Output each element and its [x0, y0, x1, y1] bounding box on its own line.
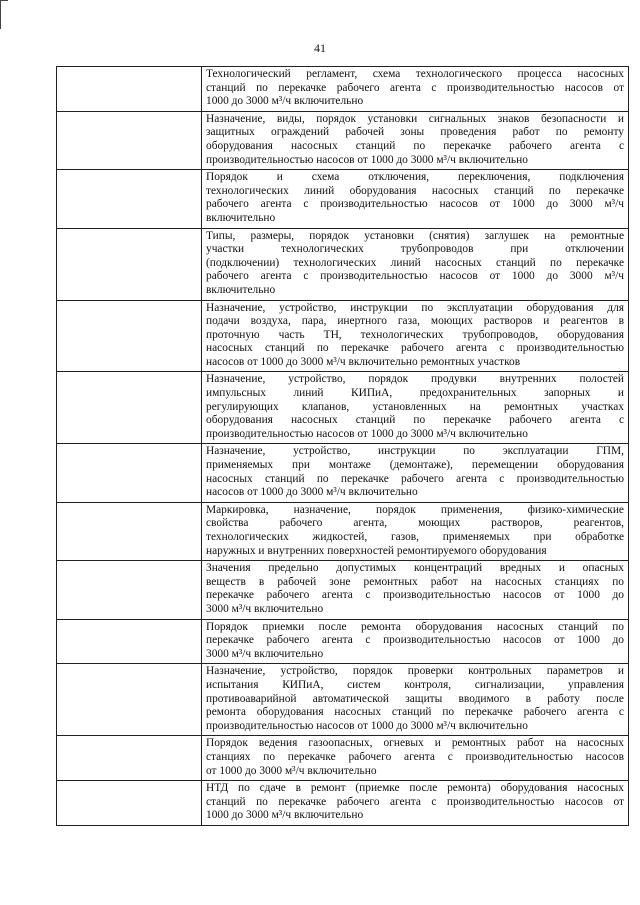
empty-cell — [57, 664, 202, 736]
cell-text-line: наружных и внутренних поверхностей ремонтируемого оборудования — [206, 544, 547, 557]
empty-cell — [57, 619, 202, 664]
cell-text-line: 1000 до 3000 м³/ч включительно — [206, 809, 364, 822]
table-row — [57, 619, 629, 664]
empty-cell — [57, 736, 202, 781]
requirements-table — [56, 66, 629, 826]
text-cell — [202, 561, 629, 619]
table-row — [57, 170, 629, 228]
empty-cell — [57, 781, 202, 826]
cell-text-line: противоаварийной автоматической защиты вводимого в работу после — [206, 692, 624, 705]
table-row — [57, 502, 629, 560]
text-cell — [202, 170, 629, 228]
empty-cell — [57, 561, 202, 619]
cell-text-line: перекачке рабочего агента с производительностью насосов от 1000 до — [206, 634, 624, 647]
cell-text-line: Порядок и схема отключения, переключения, подключения — [206, 171, 624, 184]
cell-text-line: перекачке рабочего агента с производительностью насосов от 1000 до — [206, 589, 624, 602]
cell-text-line: импульсных линий КИПиА, предохранительных запорных и — [206, 387, 624, 400]
cell-text-line: испытания КИПиА, систем контроля, сигнализации, управления — [206, 678, 624, 691]
cell-text-line: насосов от 1000 до 3000 м³/ч включительно — [206, 486, 418, 499]
cell-text-line: насосных станций по перекачке рабочего агента с производительностью — [206, 472, 624, 485]
text-cell — [202, 736, 629, 781]
text-cell — [202, 111, 629, 169]
table-row — [57, 67, 629, 112]
cell-text-line: защитных ограждений рабочей зоны проведения работ по ремонту — [206, 126, 624, 139]
table-row — [57, 444, 629, 502]
cell-text-line: Порядок ведения газоопасных, огневых и ремонтных работ на насосных — [206, 737, 624, 750]
cell-text-line: станций по перекачке рабочего агента с производительностью насосов от — [206, 81, 624, 94]
table-row — [57, 372, 629, 444]
cell-text-line: 1000 до 3000 м³/ч включительно — [206, 95, 364, 108]
table-row — [57, 228, 629, 300]
cell-text-line: насосных станций по перекачке рабочего агента с производительностью — [206, 342, 624, 355]
cell-text-line: участки технологических трубопроводов при отключении — [206, 243, 624, 256]
cell-text-line: производительностью насосов от 1000 до 3000 м³/ч включительно — [206, 719, 528, 732]
table-row — [57, 781, 629, 826]
cell-text-line: 3000 м³/ч включительно — [206, 602, 324, 615]
cell-text-line: включительно — [206, 211, 276, 224]
table-row — [57, 300, 629, 372]
empty-cell — [57, 372, 202, 444]
text-cell — [202, 67, 629, 112]
text-cell — [202, 300, 629, 372]
text-cell — [202, 502, 629, 560]
cell-text-line: 3000 м³/ч включительно — [206, 647, 324, 660]
cell-text-line: Назначение, устройство, порядок продувки внутренних полостей — [206, 373, 624, 386]
empty-cell — [57, 444, 202, 502]
text-cell — [202, 228, 629, 300]
cell-text-line: Назначение, устройство, инструкции по эксплуатации ГПМ, — [206, 445, 624, 458]
cell-text-line: (подключении) технологических линий насосных станций по перекачке — [206, 256, 624, 269]
empty-cell — [57, 67, 202, 112]
cell-text-line: от 1000 до 3000 м³/ч включительно — [206, 764, 377, 777]
table-row — [57, 736, 629, 781]
table-row — [57, 111, 629, 169]
table-row — [57, 664, 629, 736]
empty-cell — [57, 502, 202, 560]
text-cell — [202, 372, 629, 444]
cell-text-line: включительно — [206, 283, 276, 296]
cell-text-line: станций по перекачке рабочего агента с производительностью насосов от — [206, 795, 624, 808]
cell-text-line: Назначение, устройство, инструкции по эксплуатации оборудования для — [206, 301, 624, 314]
cell-text-line: регулирующих клапанов, установленных на ремонтных участках — [206, 400, 624, 413]
empty-cell — [57, 228, 202, 300]
cell-text-line: Типы, размеры, порядок установки (снятия) заглушек на ремонтные — [206, 229, 624, 242]
cell-text-line: рабочего агента с производительностью насосов от 1000 до 3000 м³/ч — [206, 198, 624, 211]
cell-text-line: Технологический регламент, схема технологического процесса насосных — [206, 68, 624, 80]
text-cell — [202, 664, 629, 736]
empty-cell — [57, 170, 202, 228]
cell-text-line: производительностью насосов от 1000 до 3000 м³/ч включительно — [206, 153, 528, 166]
cell-text-line: подачи воздуха, пара, инертного газа, моющих растворов и реагентов в — [206, 315, 624, 328]
cell-text-line: Назначение, виды, порядок установки сигнальных знаков безопасности и — [206, 112, 624, 125]
cell-text-line: НТД по сдаче в ремонт (приемке после ремонта) оборудования насосных — [206, 782, 624, 795]
cell-text-line: свойства рабочего агента, моющих растворов, реагентов, — [206, 517, 624, 530]
cell-text-line: производительностью насосов от 1000 до 3000 м³/ч включительно — [206, 427, 528, 440]
cell-text-line: ремонта оборудования насосных станций по перекачке рабочего агента с — [206, 706, 624, 719]
cell-text-line: проточную часть ТН, технологических трубопроводов, оборудования — [206, 328, 624, 341]
cell-text-line: Маркировка, назначение, порядок применения, физико-химические — [206, 503, 624, 516]
text-cell — [202, 444, 629, 502]
cell-text-line: Назначение, устройство, порядок проверки контрольных параметров и — [206, 665, 624, 678]
scan-corner-mark — [0, 0, 8, 29]
cell-text-line: технологических линий оборудования насосных станций по перекачке — [206, 184, 624, 197]
text-cell — [202, 619, 629, 664]
cell-text-line: насосов от 1000 до 3000 м³/ч включительно ремонтных участков — [206, 355, 521, 368]
text-cell — [202, 781, 629, 826]
cell-text-line: станциях по перекачке рабочего агента с производительностью насосов — [206, 750, 624, 763]
table-row — [57, 561, 629, 619]
empty-cell — [57, 300, 202, 372]
cell-text-line: оборудования насосных станций по перекачке рабочего агента с — [206, 414, 624, 427]
cell-text-line: Значения предельно допустимых концентраций вредных и опасных — [206, 562, 624, 575]
cell-text-line: оборудования насосных станций по перекачке рабочего агента с — [206, 139, 624, 152]
empty-cell — [57, 111, 202, 169]
page-number: 41 — [314, 41, 326, 55]
cell-text-line: применяемых при монтаже (демонтаже), перемещении оборудования — [206, 459, 624, 472]
cell-text-line: Порядок приемки после ремонта оборудования насосных станций по — [206, 620, 624, 633]
cell-text-line: технологических жидкостей, газов, применяемых при обработке — [206, 531, 624, 543]
cell-text-line: рабочего агента с производительностью насосов от 1000 до 3000 м³/ч — [206, 270, 624, 283]
cell-text-line: веществ в рабочей зоне ремонтных работ на насосных станциях по — [206, 575, 624, 588]
